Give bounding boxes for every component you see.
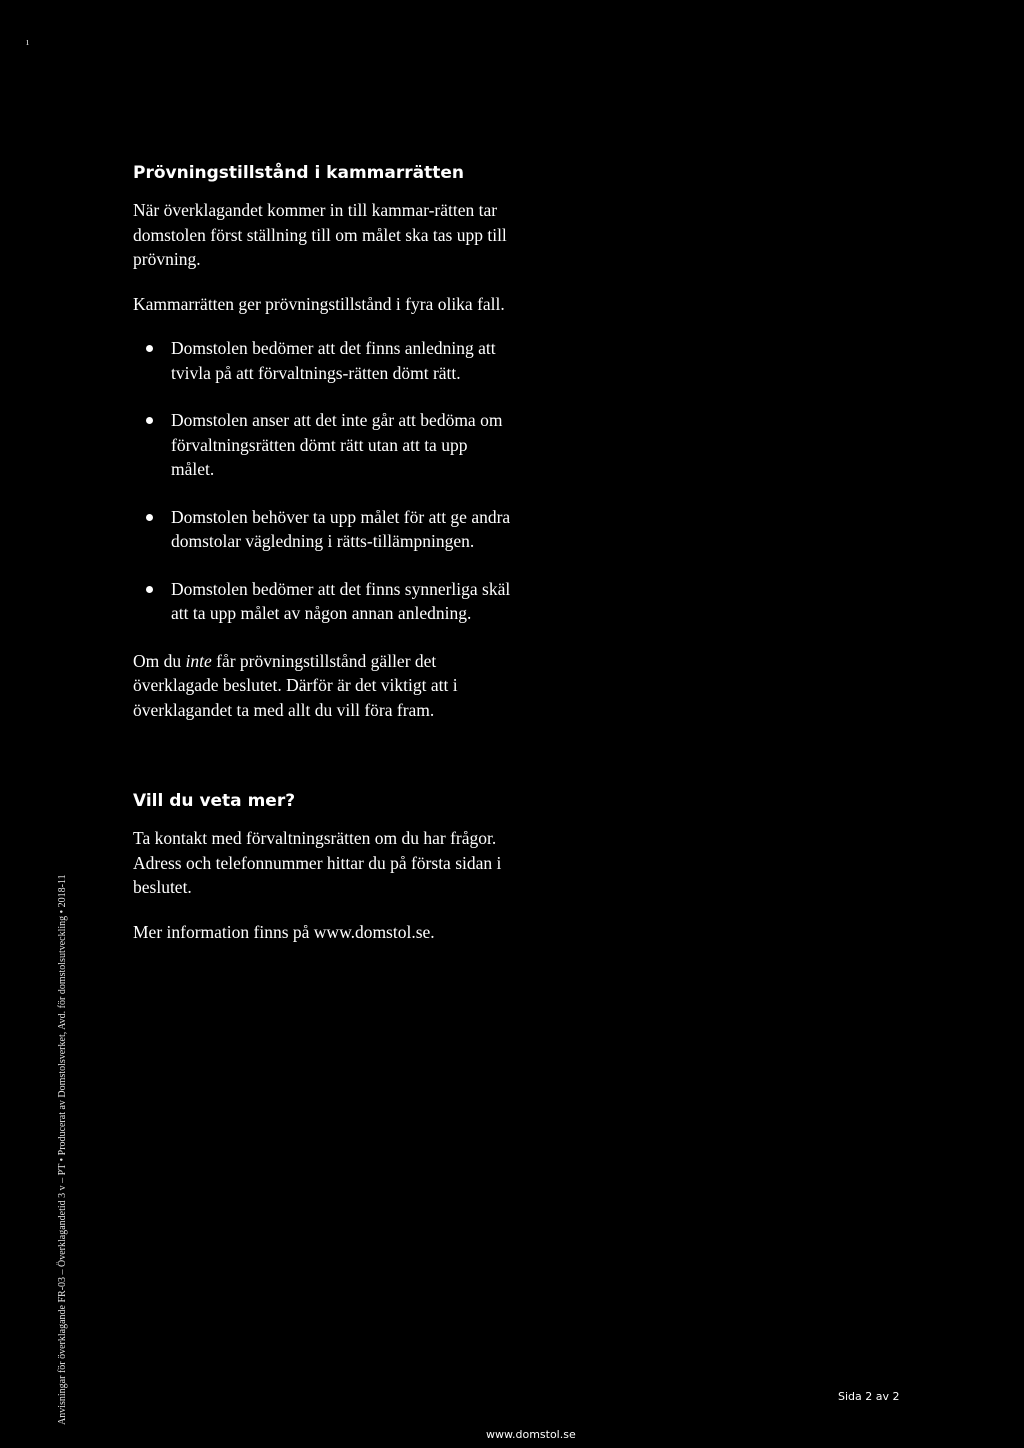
bullet-icon xyxy=(146,417,153,424)
page-number: Sida 2 av 2 xyxy=(838,1390,900,1403)
list-item-text: Domstolen bedömer att det finns synnerliga skäl att ta upp målet av någon annan anledning. xyxy=(171,578,511,623)
info-paragraph: Mer information finns på www.domstol.se. xyxy=(133,921,435,942)
vertical-side-note: Anvisningar för överklagande FR-03 – Överklagandetid 3 v – PT • Producerat av Domstolsverket, Avd. för domstolsutveckling • 2018-11 xyxy=(57,874,68,1425)
list-item-text: Domstolen behöver ta upp målet för att ge andra domstolar vägledning i rätts-tillämpningen. xyxy=(171,506,511,551)
stray-mark: ı xyxy=(26,36,30,48)
closing-prefix: Om du xyxy=(133,650,186,671)
contact-paragraph: Ta kontakt med förvaltningsrätten om du har frågor. Adress och telefonnummer hittar du på första sidan i beslutet. xyxy=(133,828,502,897)
intro-paragraph: Kammarrätten ger prövningstillstånd i fyra olika fall. xyxy=(133,293,505,314)
intro-paragraph: När överklagandet kommer in till kammar-rätten tar domstolen först ställning till om målet ska tas upp till prövning. xyxy=(133,200,507,269)
bullet-icon xyxy=(146,514,153,521)
list-item xyxy=(133,577,513,626)
bullet-icon xyxy=(146,345,153,352)
list-item-text: Domstolen anser att det inte går att bedöma om förvaltningsrätten dömt rätt utan att ta upp målet. xyxy=(171,410,503,479)
section-provningstillstand xyxy=(133,162,513,742)
section-vill-du-veta-mer xyxy=(133,790,513,964)
list-item-text: Domstolen bedömer att det finns anledning att tvivla på att förvaltnings-rätten dömt rätt. xyxy=(171,338,496,383)
closing-paragraph xyxy=(133,649,513,723)
section-heading: Prövningstillstånd i kammarrätten xyxy=(133,163,464,183)
footer-url: www.domstol.se xyxy=(486,1428,576,1441)
criteria-list xyxy=(133,336,513,626)
list-item xyxy=(133,505,513,554)
list-item xyxy=(133,408,513,482)
list-item xyxy=(133,336,513,385)
bullet-icon xyxy=(146,586,153,593)
closing-emphasis: inte xyxy=(185,650,212,671)
section-heading: Vill du veta mer? xyxy=(133,791,296,811)
closing-suffix: får prövningstillstånd gäller det överklagade beslutet. Därför är det viktigt att i överklagandet ta med allt du vill föra fram. xyxy=(133,650,458,720)
